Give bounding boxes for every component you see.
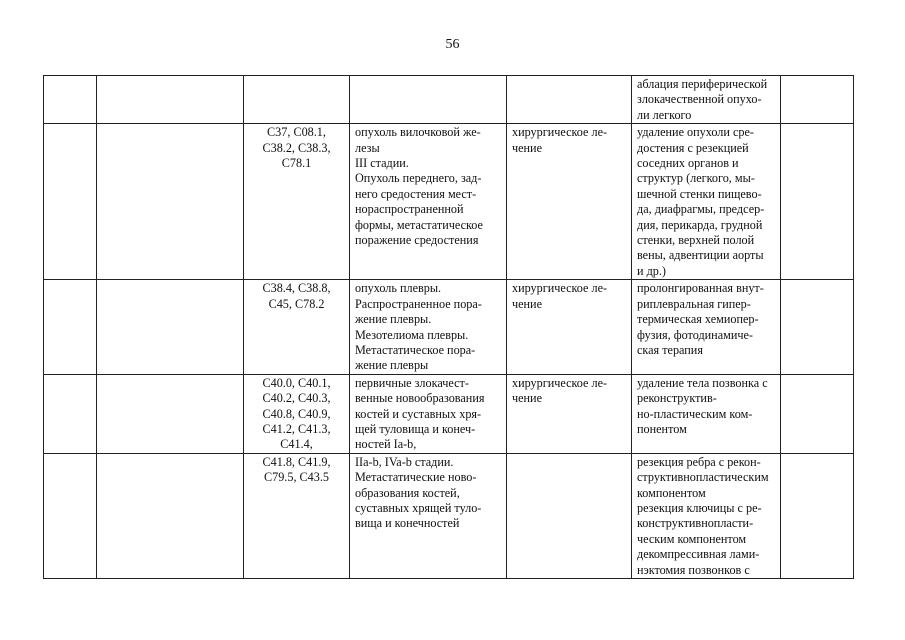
table-row: [44, 374, 854, 453]
table-row: [44, 124, 854, 280]
icd-codes-cell: [244, 76, 350, 124]
icd-codes-cell: C41.8, C41.9, C79.5, C43.5: [244, 453, 350, 578]
diagnosis-cell: первичные злокачест- венные новообразования костей и суставных хря- щей туловища и конеч- ностей Ia-b,: [350, 374, 507, 453]
row-number-cell: [44, 374, 97, 453]
table-row: [44, 76, 854, 124]
treatment-type-cell: [507, 76, 632, 124]
diagnosis-cell: опухоль плевры. Распространенное пора- жение плевры. Мезотелиома плевры. Метастатическое пора- жение плевры: [350, 280, 507, 374]
treatment-type-cell: хирургическое ле- чение: [507, 374, 632, 453]
method-cell: резекция ребра с рекон- структивнопластическим компонентом резекция ключицы с ре- конструктивнопласти- ческим компонентом декомпрессивная лами- нэктомия позвонков с: [632, 453, 781, 578]
procedure-group-cell: [97, 76, 244, 124]
procedure-group-cell: [97, 124, 244, 280]
treatment-table: [43, 75, 854, 579]
method-cell: аблация периферической злокачественной опухо- ли легкого: [632, 76, 781, 124]
diagnosis-cell: опухоль вилочковой же- лезы III стадии. Опухоль переднего, зад- него средостения мест- нораспространенной формы, метастатическое поражение средостения: [350, 124, 507, 280]
method-cell: пролонгированная внут- риплевральная гипер- термическая хемиопер- фузия, фотодинамиче- ская терапия: [632, 280, 781, 374]
cost-cell: [781, 76, 854, 124]
table-row: [44, 280, 854, 374]
cost-cell: [781, 453, 854, 578]
diagnosis-cell: IIa-b, IVa-b стадии. Метастатические ново- образования костей, суставных хрящей туло- вища и конечностей: [350, 453, 507, 578]
diagnosis-cell: [350, 76, 507, 124]
icd-codes-cell: C37, C08.1, C38.2, C38.3, C78.1: [244, 124, 350, 280]
cost-cell: [781, 124, 854, 280]
cost-cell: [781, 280, 854, 374]
procedure-group-cell: [97, 453, 244, 578]
row-number-cell: [44, 453, 97, 578]
row-number-cell: [44, 124, 97, 280]
table-row: [44, 453, 854, 578]
row-number-cell: [44, 76, 97, 124]
procedure-group-cell: [97, 280, 244, 374]
procedure-group-cell: [97, 374, 244, 453]
method-cell: удаление опухоли сре- достения с резекцией соседних органов и структур (легкого, мы- шечной стенки пищево- да, диафрагмы, предсер- дия, перикарда, грудной стенки, верхней полой вены, адвентиции аорты и др.): [632, 124, 781, 280]
icd-codes-cell: C40.0, C40.1, C40.2, C40.3, C40.8, C40.9, C41.2, C41.3, C41.4,: [244, 374, 350, 453]
treatment-type-cell: хирургическое ле- чение: [507, 280, 632, 374]
cost-cell: [781, 374, 854, 453]
treatment-type-cell: [507, 453, 632, 578]
method-cell: удаление тела позвонка с реконструктив- но-пластическим ком- понентом: [632, 374, 781, 453]
page-number: 56: [445, 37, 460, 52]
row-number-cell: [44, 280, 97, 374]
treatment-type-cell: хирургическое ле- чение: [507, 124, 632, 280]
icd-codes-cell: C38.4, C38.8, C45, C78.2: [244, 280, 350, 374]
